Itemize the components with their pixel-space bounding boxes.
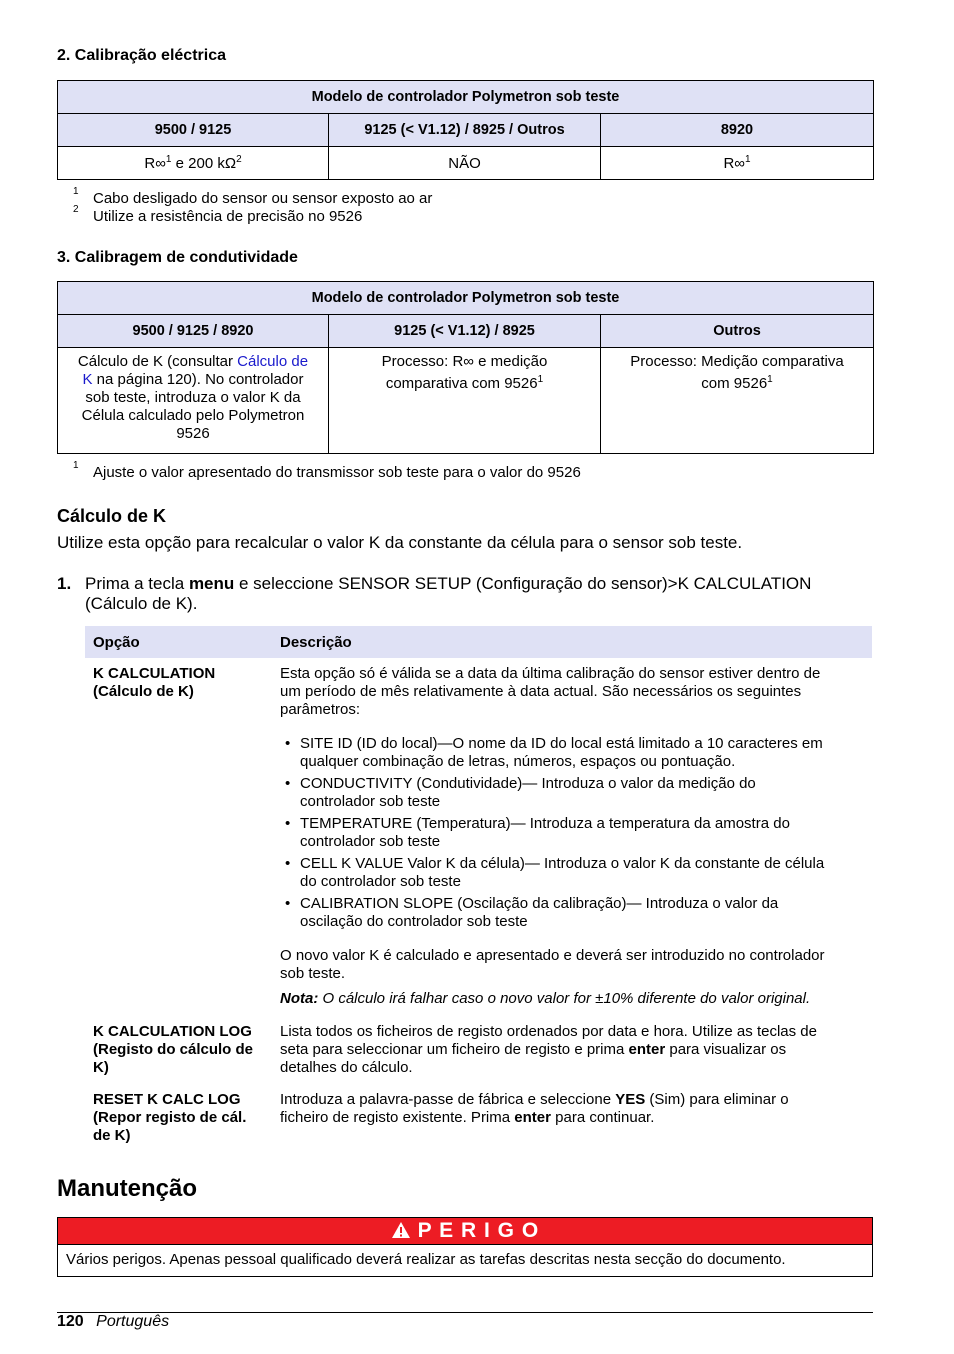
column-header: 9125 (< V1.12) / 8925 / Outros <box>329 114 601 147</box>
subsection-heading-k-calc: Cálculo de K <box>57 506 167 526</box>
table-cell: R∞$^1$ <box>601 147 874 180</box>
table-title: Modelo de controlador Polymetron sob teste <box>58 282 874 315</box>
option-description: Esta opção só é válida se a data da última calibração do sensor estiver dentro de um período de mês relativamente à data actual. São necessários os seguintes parâmetros: <box>280 665 821 718</box>
step-text: Prima a tecla menu e seleccione SENSOR SETUP (Configuração do sensor)>K CALCULATION (Cálculo de K). <box>85 574 812 613</box>
k-calc-link[interactable]: K <box>82 371 93 388</box>
danger-message: Vários perigos. Apenas pessoal qualificado deverá realizar as tarefas descritas nesta secção do documento. <box>57 1244 873 1277</box>
page-language: Português <box>96 1313 170 1330</box>
section-heading-maintenance: Manutenção <box>57 1175 198 1202</box>
column-header: Outros <box>601 315 874 348</box>
option-name: RESET K CALC LOG (Repor registo de cál. de K) <box>93 1091 247 1144</box>
result-text: O novo valor K é calculado e apresentado e deverá ser introduzido no controlador sob teste. <box>280 947 825 982</box>
parameter-list: • SITE ID (ID do local)—O nome da ID do local está limitado a 10 caracteres em qualquer combinação de letras, números, espaços ou pontuação. • CONDUCTIVITY (Condutividade)— Introduza o valor da medição do controlador sob teste • TEMPERATURE (Temperatura)— Introduza a temperatura da amostra do controlador sob teste • CELL K VALUE Valor K da célula)— Introduza o valor K da constante de célula do controlador sob teste • CALIBRATION SLOPE (Oscilação da calibração)— Introduza o valor da oscilação do controlador sob teste <box>285 735 825 930</box>
section-heading-calibration: 2. Calibração eléctrica <box>57 47 226 64</box>
footer-rule <box>57 1312 873 1313</box>
section-heading-conductivity: 3. Calibragem de condutividade <box>57 249 298 266</box>
options-table <box>85 626 872 1146</box>
intro-text: Utilize esta opção para recalcular o valor K da constante da célula para o sensor sob teste. <box>57 533 743 552</box>
table-title: Modelo de controlador Polymetron sob teste <box>58 81 874 114</box>
table-cell: Cálculo de K (consultar Cálculo de K na página 120). No controlador sob teste, introduza o valor K da Célula calculado pelo Polymetron 9526 <box>58 348 329 454</box>
k-calc-link[interactable]: Cálculo de <box>237 353 309 370</box>
step-number: 1. <box>57 574 72 593</box>
page-footer <box>57 1313 169 1331</box>
warning-triangle-icon <box>391 1221 411 1239</box>
table-cell: Processo: R∞ e medição comparativa com 9526$^1$ <box>329 348 601 454</box>
danger-banner <box>57 1217 873 1245</box>
option-description: Lista todos os ficheiros de registo ordenados por data e hora. Utilize as teclas de seta para seleccionar um ficheiro de registo e prima enter para visualizar os detalhes do cálculo. <box>280 1023 817 1076</box>
column-header: 9500 / 9125 <box>58 114 329 147</box>
options-header: Opção Descrição <box>85 626 872 658</box>
table-cell: NÃO <box>329 147 601 180</box>
danger-label: P E R I G O <box>417 1219 540 1242</box>
table-cell: R∞$^1$ e 200 $k\Omega^2$ <box>58 147 329 180</box>
column-header: 9125 (< V1.12) / 8925 <box>329 315 601 348</box>
electrical-calibration-table <box>57 80 874 180</box>
column-header: 8920 <box>601 114 874 147</box>
option-description: Introduza a palavra-passe de fábrica e seleccione YES (Sim) para eliminar o ficheiro de registo existente. Prima enter para continuar. <box>280 1091 789 1126</box>
page-number: 120 <box>57 1313 84 1330</box>
conductivity-calibration-table <box>57 281 874 454</box>
note-text: Nota: O cálculo irá falhar caso o novo valor for ±10% diferente do valor original. <box>280 990 811 1007</box>
table-cell: Processo: Medição comparativa com 9526$^1$ <box>601 348 874 454</box>
option-name: K CALCULATION (Cálculo de K) <box>93 665 216 700</box>
column-header: 9500 / 9125 / 8920 <box>58 315 329 348</box>
option-name: K CALCULATION LOG (Registo do cálculo de K) <box>93 1023 254 1076</box>
